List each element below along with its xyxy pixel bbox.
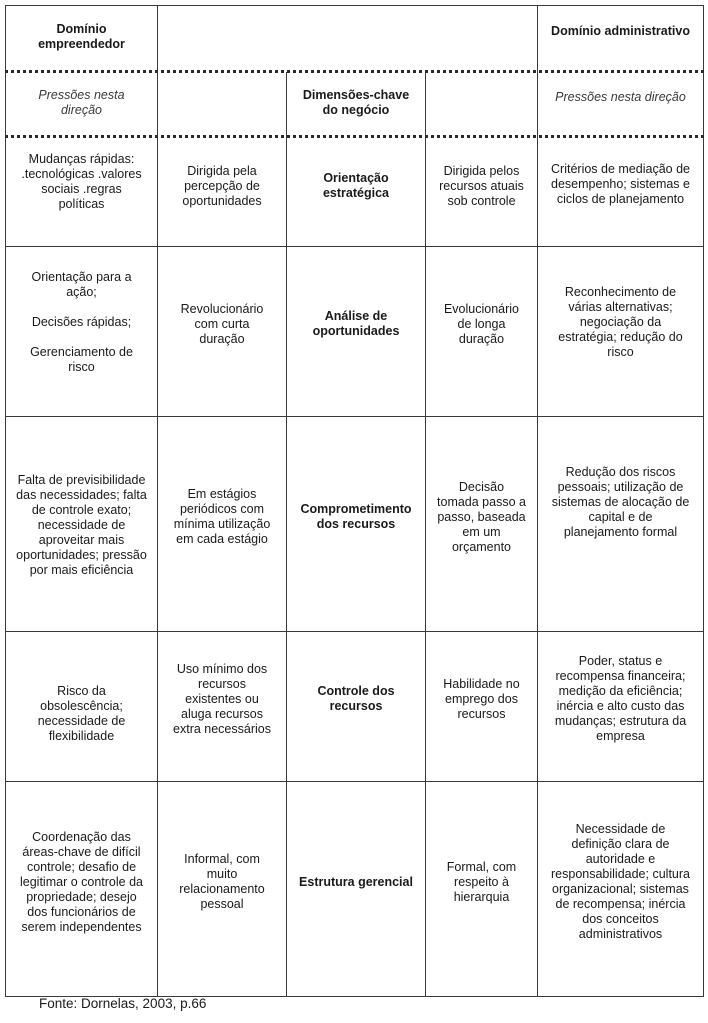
row1-dimension: Orientação estratégica [322,171,389,200]
row3-pressures-administrative: Redução dos riscos pessoais; utilização de sistemas de alocação de capital e de planejamento formal [551,464,690,539]
table-border-right [703,5,704,997]
subheader-key-dimensions: Dimensões-chave do negócio [302,88,410,117]
row4-pressures-administrative: Poder, status e recompensa financeira; medição da eficiência; inércia e alto custo das mudanças; estrutura da empresa [554,654,687,743]
row5-administrative: Formal, com respeito à hierarquia [446,859,517,904]
row3-dimension: Comprometimento dos recursos [300,502,412,531]
row2-entrepreneurial: Revolucionário com curta duração [180,301,264,346]
row5-dimension: Estrutura gerencial [299,874,413,889]
row2-pressures-administrative: Reconhecimento de várias alternativas; negociação da estratégia; redução do risco [558,284,683,359]
subheader-pressures-right: Pressões nesta direção [555,89,686,104]
row2-administrative: Evolucionário de longa duração [443,301,520,346]
row3-administrative: Decisão tomada passo a passo, baseada em um orçamento [437,479,526,554]
header-administrative-domain: Domínio administrativo [551,23,690,38]
row3-entrepreneurial: Em estágios periódicos com mínima utilização em cada estágio [173,487,271,546]
row4-entrepreneurial: Uso mínimo dos recursos existentes ou aluga recursos extra necessários [173,661,271,736]
source-citation: Fonte: Dornelas, 2003, p.66 [39,996,207,1011]
row3-pressures-entrepreneurial: Falta de previsibilidade das necessidades; falta de controle exato; necessidade de aproveitar mais oportunidades; pressão por mais eficiência [16,472,147,577]
row4-administrative: Habilidade no emprego dos recursos [443,676,520,721]
row1-pressures-administrative: Critérios de mediação de desempenho; sistemas e ciclos de planejamento [551,161,690,206]
row2-pressures-entrepreneurial: Orientação para a ação; Decisões rápidas; Gerenciamento de risco [30,269,133,374]
row1-entrepreneurial: Dirigida pela percepção de oportunidades [182,163,262,208]
row2-dimension: Análise de oportunidades [312,309,400,338]
row1-administrative: Dirigida pelos recursos atuais sob controle [439,163,524,208]
header-entrepreneurial-domain: Domínio empreendedor [38,22,125,51]
row1-pressures-entrepreneurial: Mudanças rápidas: .tecnológicas .valores sociais .regras políticas [21,152,142,211]
row5-pressures-entrepreneurial: Coordenação das áreas-chave de difícil controle; desafio de legitimar o controle da propriedade; desejo dos funcionários de serem independentes [20,829,143,934]
row4-dimension: Controle dos recursos [317,684,395,713]
row4-pressures-entrepreneurial: Risco da obsolescência; necessidade de flexibilidade [37,684,126,743]
subheader-pressures-left: Pressões nesta direção [38,88,125,117]
row5-pressures-administrative: Necessidade de definição clara de autoridade e responsabilidade; cultura organizacional; sistemas de recompensa; inércia dos conceitos administrativos [551,822,690,941]
row5-entrepreneurial: Informal, com muito relacionamento pessoal [179,852,265,911]
